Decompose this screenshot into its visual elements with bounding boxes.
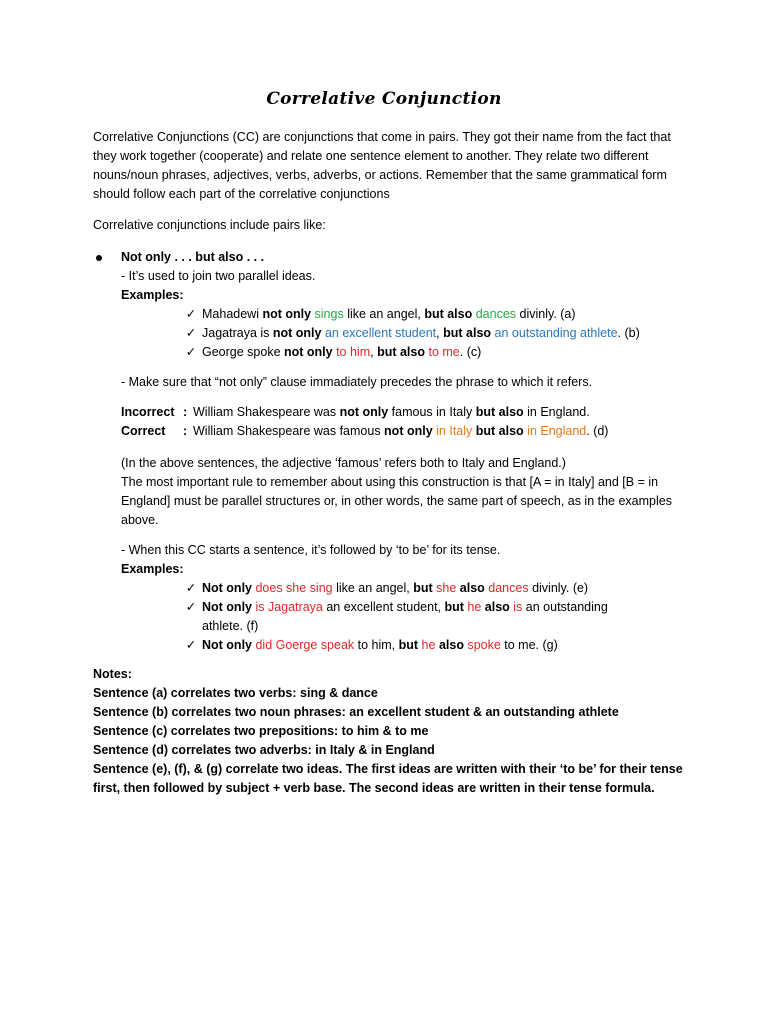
example-text: divinly. (e) [528, 581, 589, 595]
notes-section [93, 665, 693, 798]
example-text: but also [443, 326, 495, 340]
example-text: not only [284, 345, 337, 359]
example-highlight: dances [475, 307, 517, 321]
example-text: but also [377, 345, 429, 359]
checkmark-icon: ✓ [185, 307, 197, 321]
example-highlight: did Goerge speak [255, 638, 355, 652]
example-highlight: sings [314, 307, 344, 321]
example-highlight: he [467, 600, 482, 614]
example-f [121, 598, 642, 636]
note-line: Sentence (e), (f), & (g) correlate two ideas. The first ideas are written with their ‘to be’ for their tense first, then followed by subject + verb base. The second ideas are written in their tense formula. [93, 762, 683, 795]
example-text: , [370, 345, 378, 359]
separator: : [183, 405, 188, 419]
example-text: like an angel, [343, 307, 425, 321]
example-text: in England. [523, 405, 590, 419]
example-e [121, 579, 686, 598]
example-text: but also [424, 307, 476, 321]
example-highlight: is Jagatraya [255, 600, 323, 614]
example-highlight: he [421, 638, 436, 652]
checkmark-icon: ✓ [185, 600, 197, 614]
example-text: but also [475, 424, 524, 438]
bullet-section [121, 248, 686, 655]
example-text: not only [262, 307, 315, 321]
example-text: but also [475, 405, 524, 419]
example-text: to me. (g) [500, 638, 558, 652]
example-g [121, 636, 686, 655]
notes-label: Notes: [93, 667, 132, 681]
checkmark-icon: ✓ [185, 638, 197, 652]
example-text: but [413, 581, 437, 595]
example-text: not only [272, 326, 325, 340]
example-text: also [459, 581, 489, 595]
example-text: but [398, 638, 422, 652]
example-text: . (b) [617, 326, 640, 340]
example-text: . (d) [586, 424, 609, 438]
usage-note: - It’s used to join two parallel ideas. [121, 269, 316, 283]
correct-example [121, 422, 686, 441]
checkmark-icon: ✓ [185, 581, 197, 595]
example-text: not only [339, 405, 389, 419]
example-highlight: does she sing [255, 581, 333, 595]
rule-note: The most important rule to remember about using this construction is that [A = in Italy] and [B = in England] must be parallel structures or, in other words, the same part of speech, as in the examples above. [121, 475, 672, 527]
examples-label: Examples: [121, 288, 184, 302]
example-text: George spoke [202, 345, 284, 359]
example-highlight: she [436, 581, 457, 595]
example-highlight: an outstanding athlete [494, 326, 618, 340]
start-note: - When this CC starts a sentence, it’s followed by ‘to be’ for its tense. [121, 543, 501, 557]
example-text: Not only [202, 581, 256, 595]
example-text: but [444, 600, 468, 614]
example-highlight: in England [527, 424, 587, 438]
precede-note: - Make sure that “not only” clause immadiately precedes the phrase to which it refers. [121, 375, 593, 389]
example-text: William Shakespeare was famous [193, 424, 385, 438]
example-highlight: to me [428, 345, 460, 359]
intro-paragraph: Correlative Conjunctions (CC) are conjunctions that come in pairs. They got their name from the fact that they work together (cooperate) and relate one sentence element to another. They relate two different nouns/noun phrases, adjectives, verbs, adverbs, or actions. Remember that the same grammatical form should follow each part of the correlative conjunctions [93, 130, 671, 201]
example-highlight: dances [488, 581, 529, 595]
example-text: an excellent student, [322, 600, 445, 614]
incorrect-example [121, 403, 686, 422]
correct-label: Correct [121, 424, 166, 438]
adjective-note: (In the above sentences, the adjective ‘famous’ refers both to Italy and England.) [121, 456, 566, 470]
separator: : [183, 424, 188, 438]
example-c [121, 343, 686, 362]
checkmark-icon: ✓ [185, 345, 197, 359]
note-line: Sentence (c) correlates two prepositions: to him & to me [93, 724, 429, 738]
note-line: Sentence (b) correlates two noun phrases: an excellent student & an outstanding athlete [93, 705, 619, 719]
example-text: divinly. (a) [516, 307, 576, 321]
example-text: Jagatraya is [202, 326, 273, 340]
example-text: Mahadewi [202, 307, 263, 321]
example-highlight: spoke [467, 638, 501, 652]
example-highlight: to him [336, 345, 371, 359]
example-text: an outstanding athlete. (f) [202, 600, 608, 633]
pairs-intro: Correlative conjunctions include pairs like: [93, 218, 326, 232]
example-text: not only [384, 424, 433, 438]
example-text: also [438, 638, 468, 652]
bullet-heading: Not only . . . but also . . . [121, 250, 265, 264]
note-line: Sentence (d) correlates two adverbs: in Italy & in England [93, 743, 435, 757]
example-highlight: in Italy [436, 424, 473, 438]
example-b [121, 324, 686, 343]
example-text: to him, [354, 638, 399, 652]
example-text: . (c) [459, 345, 482, 359]
note-line: Sentence (a) correlates two verbs: sing & dance [93, 686, 378, 700]
bullet-dot [96, 255, 102, 261]
example-highlight: is [513, 600, 523, 614]
example-text: William Shakespeare was [193, 405, 340, 419]
example-text: also [484, 600, 514, 614]
incorrect-label: Incorrect [121, 405, 175, 419]
page-title: Correlative Conjunction [266, 89, 502, 109]
example-text: Not only [202, 638, 256, 652]
examples-label-2: Examples: [121, 562, 184, 576]
example-text: like an angel, [332, 581, 414, 595]
checkmark-icon: ✓ [185, 326, 197, 340]
example-text: Not only [202, 600, 256, 614]
example-a [121, 305, 686, 324]
example-text: , [436, 326, 444, 340]
example-text: famous in Italy [388, 405, 476, 419]
example-highlight: an excellent student [324, 326, 437, 340]
